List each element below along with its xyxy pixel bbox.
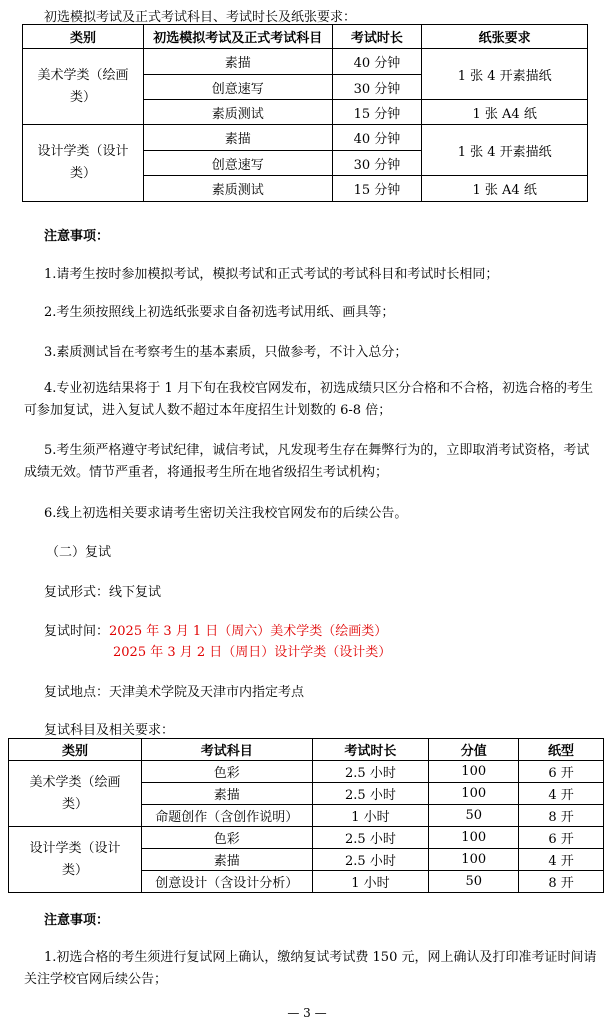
page-number: — 3 — bbox=[287, 1006, 327, 1020]
t2-paper-cell: 6 开 bbox=[519, 827, 604, 849]
retest-table bbox=[8, 738, 604, 893]
note1-item-1: 1.请考生按时参加模拟考试，模拟考试和正式考试的考试科目和考试时长相同； bbox=[44, 267, 499, 282]
t2-category-cell: 美术学类（绘画类） bbox=[9, 761, 142, 827]
section2-title: （二）复试 bbox=[46, 545, 112, 560]
t2-subject-cell: 素描 bbox=[141, 849, 312, 871]
note1-item-6: 6.线上初选相关要求请考生密切关注我校官网发布的后续公告。 bbox=[44, 506, 408, 521]
t1-header-duration: 考试时长 bbox=[332, 25, 422, 49]
t1-category-cell: 美术学类（绘画类） bbox=[23, 49, 144, 125]
note1-item-2: 2.考生须按照线上初选纸张要求自备初选考试用纸、画具等； bbox=[44, 305, 395, 320]
t1-duration-cell: 15 分钟 bbox=[332, 100, 422, 125]
t1-duration-cell: 40 分钟 bbox=[332, 49, 422, 75]
t2-duration-cell: 1 小时 bbox=[312, 805, 429, 827]
t2-paper-cell: 6 开 bbox=[519, 761, 604, 783]
t2-paper-cell: 8 开 bbox=[519, 871, 604, 893]
t2-score-cell: 100 bbox=[429, 761, 519, 783]
t2-paper-cell: 4 开 bbox=[519, 783, 604, 805]
t2-duration-cell: 2.5 小时 bbox=[312, 761, 429, 783]
t2-header-score: 分值 bbox=[429, 739, 519, 761]
note2-item-1: 1.初选合格的考生须进行复试网上确认，缴纳复试考试费 150 元，网上确认及打印准考证时间请关注学校官网后续公告； bbox=[24, 950, 597, 987]
t2-paper-cell: 8 开 bbox=[519, 805, 604, 827]
retest-time-1: 2025 年 3 月 1 日（周六）美术学类（绘画类） bbox=[109, 624, 388, 639]
t1-paper-cell: 1 张 A4 纸 bbox=[422, 100, 588, 125]
note1-item-4: 4.专业初选结果将于 1 月下旬在我校官网发布，初选成绩只区分合格和不合格，初选合格的考生可参加复试，进入复试人数不超过本年度招生计划数的 6-8 倍； bbox=[24, 381, 593, 418]
t1-subject-cell: 素质测试 bbox=[143, 100, 332, 125]
t2-subject-cell: 色彩 bbox=[141, 827, 312, 849]
t1-duration-cell: 15 分钟 bbox=[332, 176, 422, 202]
t2-header-duration: 考试时长 bbox=[312, 739, 429, 761]
intro-line: 初选模拟考试及正式考试科目、考试时长及纸张要求： bbox=[44, 10, 357, 25]
t2-subject-cell: 创意设计（含设计分析） bbox=[141, 871, 312, 893]
t2-category-cell: 设计学类（设计类） bbox=[9, 827, 142, 893]
retest-time bbox=[44, 620, 387, 639]
t2-subject-cell: 素描 bbox=[141, 783, 312, 805]
t2-subject-cell: 色彩 bbox=[141, 761, 312, 783]
notes2-title: 注意事项： bbox=[44, 913, 110, 928]
t2-score-cell: 100 bbox=[429, 827, 519, 849]
t2-score-cell: 100 bbox=[429, 783, 519, 805]
t1-paper-cell: 1 张 A4 纸 bbox=[422, 176, 588, 202]
t1-subject-cell: 素描 bbox=[143, 49, 332, 75]
t1-subject-cell: 素描 bbox=[143, 125, 332, 151]
t2-duration-cell: 2.5 小时 bbox=[312, 783, 429, 805]
t1-paper-cell: 1 张 4 开素描纸 bbox=[422, 49, 588, 100]
t1-subject-cell: 素质测试 bbox=[143, 176, 332, 202]
retest-subjects-title: 复试科目及相关要求： bbox=[44, 723, 175, 738]
t1-duration-cell: 30 分钟 bbox=[332, 75, 422, 100]
t1-header-paper: 纸张要求 bbox=[422, 25, 588, 49]
t1-subject-cell: 创意速写 bbox=[143, 151, 332, 176]
t2-paper-cell: 4 开 bbox=[519, 849, 604, 871]
t2-score-cell: 50 bbox=[429, 871, 519, 893]
t2-duration-cell: 2.5 小时 bbox=[312, 849, 429, 871]
note1-item-5: 5.考生须严格遵守考试纪律，诚信考试，凡发现考生存在舞弊行为的，立即取消考试资格，考试成绩无效。情节严重者，将通报考生所在地省级招生考试机构； bbox=[24, 443, 590, 480]
retest-place: 复试地点：天津美术学院及天津市内指定考点 bbox=[44, 685, 305, 700]
retest-time-label: 复试时间： bbox=[44, 624, 110, 639]
t1-header-subject: 初选模拟考试及正式考试科目 bbox=[143, 25, 332, 49]
t2-score-cell: 50 bbox=[429, 805, 519, 827]
retest-time-2: 2025 年 3 月 2 日（周日）设计学类（设计类） bbox=[113, 645, 392, 660]
notes1-title: 注意事项： bbox=[44, 229, 110, 244]
t1-paper-cell: 1 张 4 开素描纸 bbox=[422, 125, 588, 176]
t2-header-paper: 纸型 bbox=[519, 739, 604, 761]
prelim-exam-table bbox=[22, 24, 588, 202]
t2-score-cell: 100 bbox=[429, 849, 519, 871]
t2-duration-cell: 2.5 小时 bbox=[312, 827, 429, 849]
t1-subject-cell: 创意速写 bbox=[143, 75, 332, 100]
retest-form: 复试形式：线下复试 bbox=[44, 585, 162, 600]
note1-item-3: 3.素质测试旨在考察考生的基本素质，只做参考，不计入总分； bbox=[44, 345, 408, 360]
t1-header-category: 类别 bbox=[23, 25, 144, 49]
t2-subject-cell: 命题创作（含创作说明） bbox=[141, 805, 312, 827]
t2-duration-cell: 1 小时 bbox=[312, 871, 429, 893]
t2-header-subject: 考试科目 bbox=[141, 739, 312, 761]
t1-duration-cell: 30 分钟 bbox=[332, 151, 422, 176]
t1-category-cell: 设计学类（设计类） bbox=[23, 125, 144, 202]
t2-header-category: 类别 bbox=[9, 739, 142, 761]
t1-duration-cell: 40 分钟 bbox=[332, 125, 422, 151]
